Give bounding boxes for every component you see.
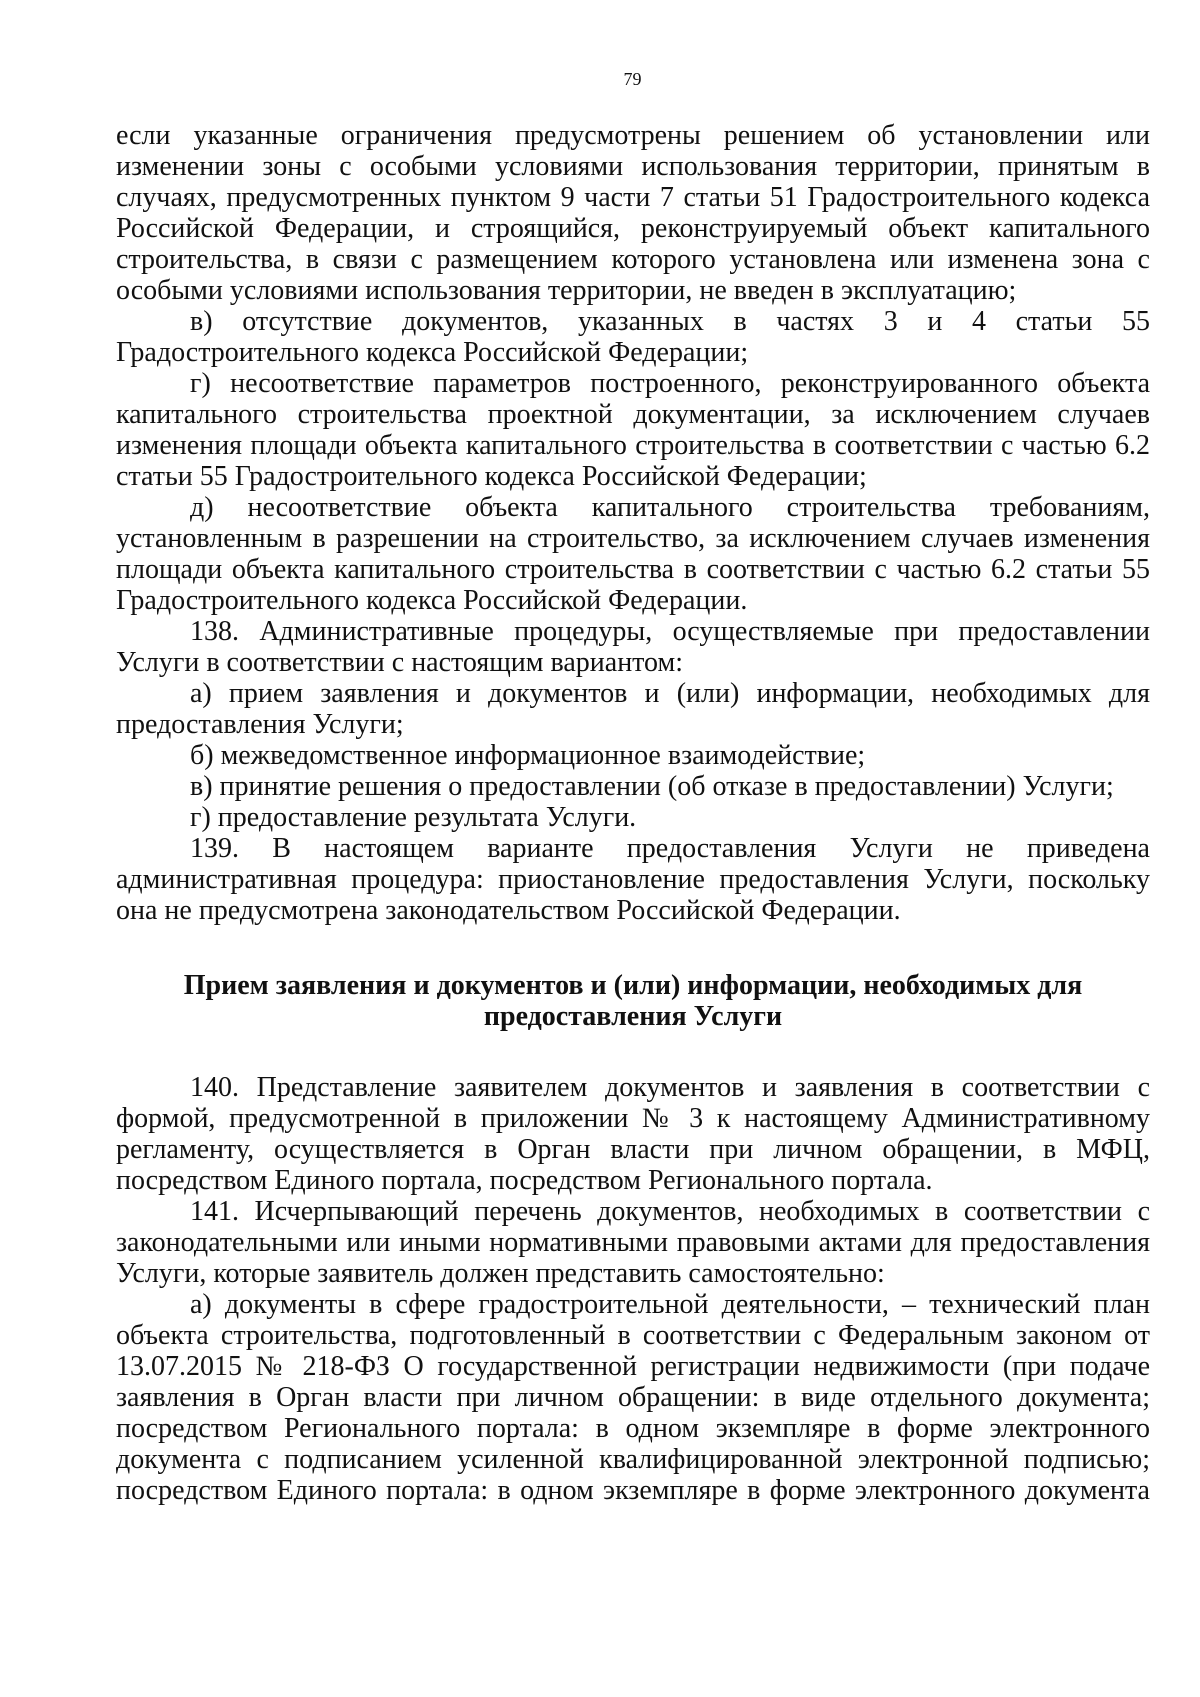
paragraph-continuation: если указанные ограничения предусмотрены решением об установлении или изменении зоны с особыми условиями использования территории, принятым в случаях, предусмотренных пунктом 9 части 7 статьи 51 Градостроительного кодекса Российской Федерации, и строящийся, реконструируемый объект капитального строительства, в связи с размещением которого установлена или изменена зона с особыми условиями использования территории, не введен в эксплуатацию;	[116, 120, 1150, 306]
section-heading-line-1: Прием заявления и документов и (или) информации, необходимых для	[183, 970, 1083, 1001]
section-heading	[116, 970, 1150, 1032]
paragraph-item-g: г) несоответствие параметров построенного, реконструированного объекта капитального строительства проектной документации, за исключением случаев изменения площади объекта капитального строительства в соответствии с частью 6.2 статьи 55 Градостроительного кодекса Российской Федерации;	[116, 368, 1150, 492]
paragraph-141: 141. Исчерпывающий перечень документов, необходимых в соответствии с законодательными или иными нормативными правовыми актами для предоставления Услуги, которые заявитель должен представить самостоятельно:	[116, 1196, 1150, 1289]
paragraph-item-d: д) несоответствие объекта капитального строительства требованиям, установленным в разрешении на строительство, за исключением случаев изменения площади объекта капитального строительства в соответствии с частью 6.2 статьи 55 Градостроительного кодекса Российской Федерации.	[116, 492, 1150, 616]
page-number: 79	[623, 69, 642, 89]
paragraph-138-a: а) прием заявления и документов и (или) информации, необходимых для предоставления Услуги;	[116, 678, 1150, 740]
paragraph-141-a: а) документы в сфере градостроительной деятельности, – технический план объекта строительства, подготовленный в соответствии с Федеральным законом от 13.07.2015 № 218-ФЗ О государственной регистрации недвижимости (при подаче заявления в Орган власти при личном обращении: в виде отдельного документа; посредством Регионального портала: в одном экземпляре в форме электронного документа с подписанием усиленной квалифицированной электронной подписью; посредством Единого портала: в одном экземпляре в форме электронного документа	[116, 1289, 1150, 1506]
section-heading-line-2: предоставления Услуги	[483, 1001, 783, 1032]
paragraph-138: 138. Административные процедуры, осуществляемые при предоставлении Услуги в соответствии с настоящим вариантом:	[116, 616, 1150, 678]
paragraph-139: 139. В настоящем варианте предоставления Услуги не приведена административная процедура: приостановление предоставления Услуги, поскольку она не предусмотрена законодательством Российской Федерации.	[116, 833, 1150, 926]
document-body	[116, 120, 1150, 1506]
paragraph-138-g: г) предоставление результата Услуги.	[190, 802, 637, 833]
paragraph-138-b: б) межведомственное информационное взаимодействие;	[190, 740, 866, 771]
paragraph-140: 140. Представление заявителем документов и заявления в соответствии с формой, предусмотренной в приложении № 3 к настоящему Административному регламенту, осуществляется в Орган власти при личном обращении, в МФЦ, посредством Единого портала, посредством Регионального портала.	[116, 1072, 1150, 1196]
paragraph-138-v: в) принятие решения о предоставлении (об отказе в предоставлении) Услуги;	[190, 771, 1114, 802]
paragraph-item-v: в) отсутствие документов, указанных в частях 3 и 4 статьи 55 Градостроительного кодекса Российской Федерации;	[116, 306, 1150, 368]
